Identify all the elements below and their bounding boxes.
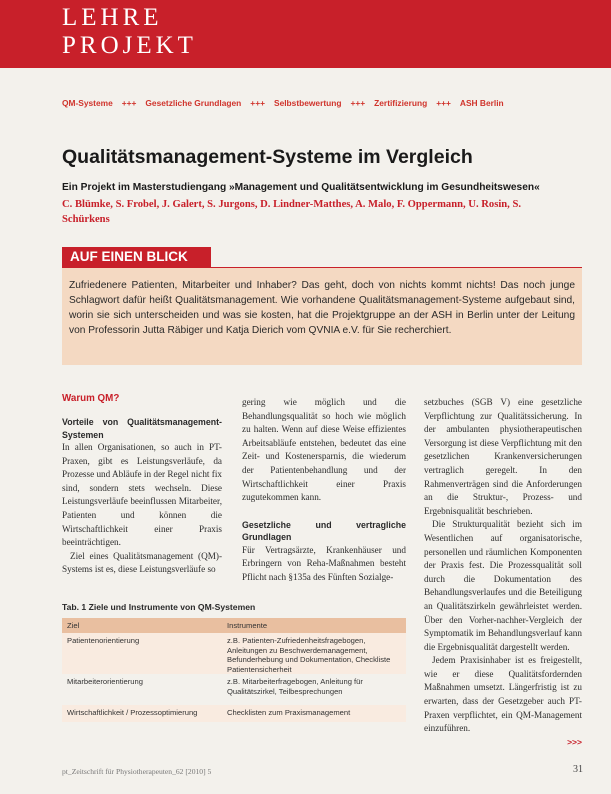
topic-separator: +++ bbox=[350, 98, 366, 108]
paragraph: Die Strukturqualität bezieht sich im Wesentlichen auf organisatorische, personellen und räumlichen Komponenten der Praxis fest. Die Prozessqualität soll durch die Dokumentation des Behandlungsverlaufes und die Beteiligung an Qualitätszirkeln gewährleistet werden. Über den Vorher-nachher-Vergleich der Symptomatik im Behandlungsverlauf kann die Ergebnisqualität dargestellt werden. bbox=[424, 519, 582, 652]
column-3 bbox=[424, 396, 582, 749]
topic-separator: +++ bbox=[250, 98, 265, 108]
table-cell: Patientenorientierung bbox=[62, 633, 222, 674]
table-row bbox=[62, 674, 406, 705]
table-header-row bbox=[62, 618, 406, 633]
paragraph: In allen Organisationen, so auch in PT-Praxen, gibt es Leistungsverläufe, da Prozesse und Abläufe in der Regel nicht fix sind, sondern stets wechseln. Diese Leistungsverläufe beeinflussen Mitarbeiter, Patienten und können die Wirtschaftlichkeit einer Praxis beeinträchtigen. bbox=[62, 442, 222, 548]
table-cell: Checklisten zum Praxismanagement bbox=[222, 705, 406, 722]
section-heading: Gesetzliche und vertragliche Grundlagen bbox=[242, 519, 406, 543]
table-row bbox=[62, 705, 406, 722]
column-2 bbox=[242, 396, 406, 585]
header-label-lehre: LEHRE bbox=[62, 4, 163, 31]
paragraph: setzbuches (SGB V) eine gesetzliche Verpflichtung zur Qualitätssicherung. In der ambulanten physiotherapeutischen Versorgung ist diese Verpflichtung mit den gesetzlichen Krankenversicherungen vertraglich geregelt. In den Rahmenverträgen sind die Anforderungen an die Struktur-, Prozess- und Ergebnisqualität beschrieben. bbox=[424, 397, 582, 516]
at-a-glance-box bbox=[62, 267, 582, 365]
topic-tag: ASH Berlin bbox=[459, 98, 504, 108]
article-subtitle: Ein Projekt im Masterstudiengang »Management und Qualitätsentwicklung im Gesundheitswesen« bbox=[62, 182, 540, 193]
continue-arrows: >>> bbox=[567, 736, 582, 747]
page-footer: pt_Zeitschrift für Physiotherapeuten_62 [2010] 5 bbox=[62, 767, 212, 776]
column-1 bbox=[62, 416, 222, 577]
table-header-cell: Ziel bbox=[62, 618, 222, 633]
topic-tags bbox=[62, 98, 582, 108]
at-a-glance-text: Zufriedenere Patienten, Mitarbeiter und Inhaber? Das geht, doch von nichts kommt nichts! Das noch junge Schlagwort dafür heißt Qualitätsmanagement. Wie vorhandene Qualitätsmanagement-Systeme aufgebaut sind, worin sie sich unterscheiden und was sie kosten, hat die Projektgruppe an der ASH in Berlin unter der Leitung von Professorin Jutta Räbiger und Katja Dierich vom QVNIA e.V. für Sie recherchiert. bbox=[69, 280, 575, 336]
table-cell: z.B. Mitarbeiterfragebogen, Anleitung für Qualitätszirkel, Teilbesprechungen bbox=[222, 674, 406, 705]
section-header-band bbox=[0, 0, 611, 68]
paragraph: gering wie möglich und die Behandlungsqualität so hoch wie möglich zu halten. Wenn auf diese Weise effizientes Arbeitsabläufe entstehen, bedeutet das eine Zeit- und Kostenersparnis, die wiederum der Patientenbehandlung und der Wirtschaftlichkeit einer Praxis zugutekommen kann. bbox=[242, 397, 406, 503]
author-list: C. Blümke, S. Frobel, J. Galert, S. Jurgons, D. Lindner-Matthes, A. Malo, F. Oppermann, U. Rosin, S. Schürkens bbox=[62, 199, 521, 225]
section-heading: Vorteile von Qualitätsmanagement-Systemen bbox=[62, 417, 222, 440]
paragraph: Für Vertragsärzte, Krankenhäuser und Erbringern von Reha-Maßnahmen besteht Pflicht nach §135a des Fünften Sozialge- bbox=[242, 544, 406, 582]
topic-tag: Zertifizierung bbox=[374, 98, 428, 108]
topic-tag: QM-Systeme bbox=[62, 98, 113, 108]
article-title: Qualitätsmanagement-Systeme im Vergleich bbox=[62, 146, 473, 168]
table-row bbox=[62, 633, 406, 674]
header-label-projekt: PROJEKT bbox=[62, 32, 197, 59]
topic-separator: +++ bbox=[436, 98, 451, 108]
table-cell: z.B. Patienten-Zufriedenheitsfragebogen, Anleitungen zu Beschwerdemanagement, Befunderhebung und Dokumentation, Checkliste Patientensicherheit bbox=[222, 633, 406, 674]
paragraph: Ziel eines Qualitätsmanagement (QM)-Systems ist es, diese Leistungsverläufe so bbox=[62, 550, 222, 575]
paragraph: Jedem Praxisinhaber ist es freigestellt, wie er diese Qualitätsfordernden Maßnahmen umsetzt. Längerfristig ist zu erwarten, dass der Gesetzgeber auch PT-Praxen verpflichtet, ein QM-Management einzuführen. bbox=[424, 655, 582, 734]
table-cell: Mitarbeiterorientierung bbox=[62, 674, 222, 705]
table-caption: Tab. 1 Ziele und Instrumente von QM-Systemen bbox=[62, 602, 256, 612]
topic-separator: +++ bbox=[121, 98, 137, 108]
section-question: Warum QM? bbox=[62, 393, 120, 404]
at-a-glance-heading: AUF EINEN BLICK bbox=[62, 247, 211, 267]
page-number: 31 bbox=[573, 764, 583, 775]
table-cell: Wirtschaftlichkeit / Prozessoptimierung bbox=[62, 705, 222, 722]
goals-instruments-table bbox=[62, 618, 406, 722]
topic-tag: Selbstbewertung bbox=[273, 98, 342, 108]
table-header-cell: Instrumente bbox=[222, 618, 406, 633]
topic-tag: Gesetzliche Grundlagen bbox=[145, 98, 242, 108]
